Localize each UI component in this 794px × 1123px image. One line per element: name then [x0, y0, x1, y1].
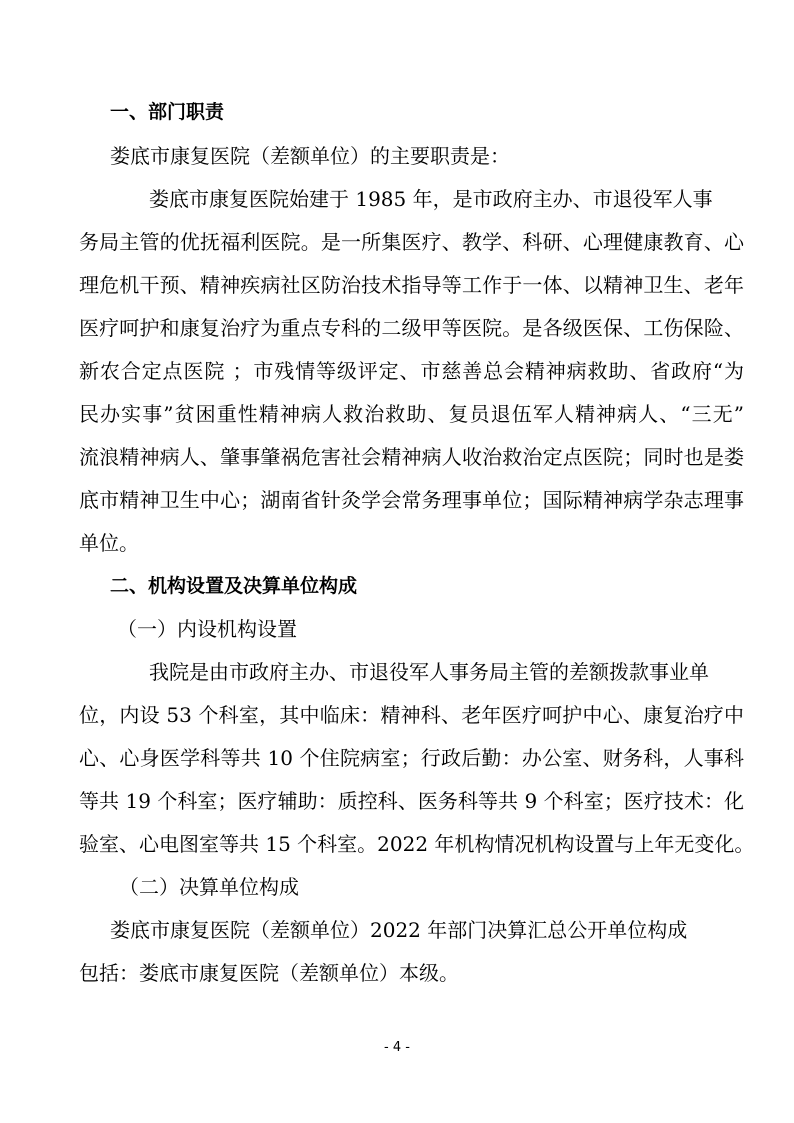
paragraph-line: 流浪精神病人、肇事肇祸危害社会精神病人收治救治定点医院；同时也是娄: [79, 445, 744, 469]
paragraph-line: 心、心身医学科等共 10 个住院病室；行政后勤：办公室、财务科，人事科: [79, 746, 744, 770]
paragraph-line: 娄底市康复医院（差额单位）2022 年部门决算汇总公开单位构成: [110, 918, 688, 942]
page-number: - 4 -: [384, 1040, 410, 1055]
paragraph-line: 务局主管的优抚福利医院。是一所集医疗、教学、科研、心理健康教育、心: [79, 230, 744, 254]
paragraph-line: 包括：娄底市康复医院（差额单位）本级。: [79, 961, 459, 985]
paragraph-line: 理危机干预、精神疾病社区防治技术指导等工作于一体、以精神卫生、老年: [79, 273, 744, 297]
paragraph-line: 娄底市康复医院始建于 1985 年，是市政府主办、市退役军人事: [149, 187, 713, 211]
paragraph-line: 底市精神卫生中心；湖南省针灸学会常务理事单位；国际精神病学杂志理事: [79, 488, 744, 512]
paragraph-line: 等共 19 个科室；医疗辅助：质控科、医务科等共 9 个科室；医疗技术：化: [79, 789, 744, 813]
paragraph-line: 民办实事”贫困重性精神病人救治救助、复员退伍军人精神病人、“三无”: [79, 402, 744, 426]
paragraph-line: 新农合定点医院 ；市残情等级评定、市慈善总会精神病救助、省政府“为: [79, 359, 744, 383]
subsection-heading-2: （二）决算单位构成: [119, 875, 299, 899]
paragraph-line: 验室、心电图室等共 15 个科室。2022 年机构情况机构设置与上年无变化。: [79, 832, 755, 856]
paragraph-line: 单位。: [79, 531, 139, 555]
paragraph-line: 位，内设 53 个科室，其中临床：精神科、老年医疗呵护中心、康复治疗中: [79, 703, 744, 727]
section-intro: 娄底市康复医院（差额单位）的主要职责是：: [110, 144, 510, 168]
paragraph-line: 我院是由市政府主办、市退役军人事务局主管的差额拨款事业单: [149, 660, 709, 684]
paragraph-line: 医疗呵护和康复治疗为重点专科的二级甲等医院。是各级医保、工伤保险、: [79, 316, 744, 340]
subsection-heading-1: （一）内设机构设置: [117, 617, 297, 641]
section-heading-1: 一、部门职责: [110, 101, 225, 123]
section-heading-2: 二、机构设置及决算单位构成: [110, 575, 358, 597]
